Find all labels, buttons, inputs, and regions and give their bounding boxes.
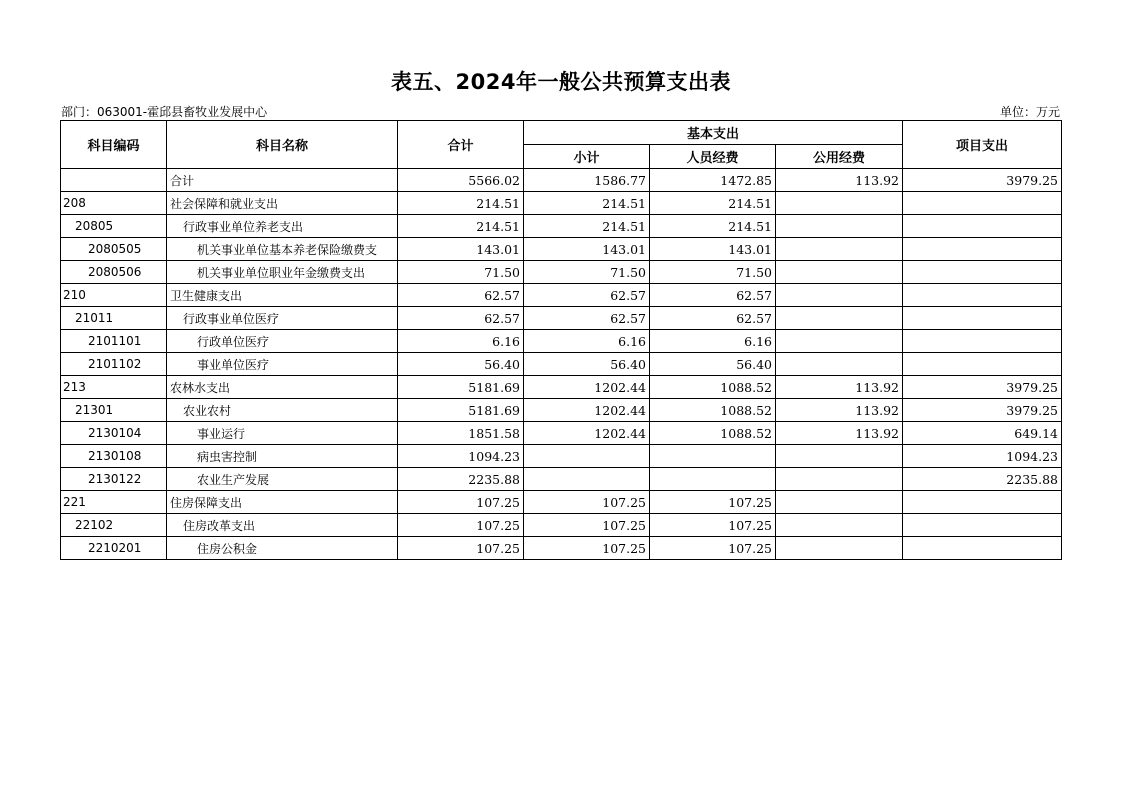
cell-name: 社会保障和就业支出: [167, 192, 398, 215]
cell-project: [903, 215, 1062, 238]
cell-subtotal: 62.57: [524, 307, 650, 330]
cell-subtotal: 214.51: [524, 192, 650, 215]
cell-name: 行政事业单位医疗: [167, 307, 398, 330]
cell-personnel: 214.51: [650, 192, 776, 215]
cell-code: 2130122: [61, 468, 167, 491]
cell-personnel: 214.51: [650, 215, 776, 238]
cell-public: 113.92: [776, 399, 903, 422]
cell-name: 卫生健康支出: [167, 284, 398, 307]
cell-public: [776, 537, 903, 560]
table-row: [61, 376, 1062, 399]
cell-project: [903, 514, 1062, 537]
cell-project: [903, 284, 1062, 307]
header-subtotal: 小计: [524, 145, 650, 169]
cell-project: [903, 491, 1062, 514]
cell-subtotal: 107.25: [524, 537, 650, 560]
cell-total: 71.50: [398, 261, 524, 284]
table-row: [61, 261, 1062, 284]
table-row: [61, 238, 1062, 261]
header-total: 合计: [398, 121, 524, 169]
cell-personnel: 62.57: [650, 284, 776, 307]
header-public: 公用经费: [776, 145, 903, 169]
cell-total: 214.51: [398, 192, 524, 215]
cell-personnel: 1472.85: [650, 169, 776, 192]
cell-public: [776, 514, 903, 537]
cell-public: [776, 261, 903, 284]
unit-label: 单位：万元: [999, 105, 1060, 119]
budget-table: [60, 120, 1062, 560]
cell-name: 行政单位医疗: [167, 330, 398, 353]
cell-code: 22102: [61, 514, 167, 537]
cell-code: 2101101: [61, 330, 167, 353]
cell-public: [776, 353, 903, 376]
table-row: [61, 284, 1062, 307]
cell-public: 113.92: [776, 169, 903, 192]
table-row: [61, 353, 1062, 376]
table-row: [61, 215, 1062, 238]
cell-code: 221: [61, 491, 167, 514]
cell-project: [903, 261, 1062, 284]
header-name: 科目名称: [167, 121, 398, 169]
cell-code: 2210201: [61, 537, 167, 560]
cell-project: 3979.25: [903, 169, 1062, 192]
table-row: [61, 468, 1062, 491]
cell-personnel: 107.25: [650, 537, 776, 560]
cell-code: 2080505: [61, 238, 167, 261]
cell-code: 21301: [61, 399, 167, 422]
cell-total: 62.57: [398, 284, 524, 307]
cell-subtotal: 56.40: [524, 353, 650, 376]
cell-personnel: 143.01: [650, 238, 776, 261]
cell-project: 3979.25: [903, 399, 1062, 422]
cell-personnel: 62.57: [650, 307, 776, 330]
cell-personnel: [650, 445, 776, 468]
header-code: 科目编码: [61, 121, 167, 169]
cell-total: 62.57: [398, 307, 524, 330]
cell-name: 机关事业单位职业年金缴费支出: [167, 261, 398, 284]
header-personnel: 人员经费: [650, 145, 776, 169]
cell-project: 649.14: [903, 422, 1062, 445]
cell-total: 214.51: [398, 215, 524, 238]
cell-public: [776, 468, 903, 491]
cell-name: 住房公积金: [167, 537, 398, 560]
cell-total: 143.01: [398, 238, 524, 261]
cell-personnel: 56.40: [650, 353, 776, 376]
table-row: [61, 445, 1062, 468]
table-row: [61, 307, 1062, 330]
cell-total: 1094.23: [398, 445, 524, 468]
cell-name: 病虫害控制: [167, 445, 398, 468]
cell-personnel: 71.50: [650, 261, 776, 284]
cell-name: 住房改革支出: [167, 514, 398, 537]
cell-subtotal: [524, 468, 650, 491]
cell-total: 107.25: [398, 537, 524, 560]
cell-personnel: 6.16: [650, 330, 776, 353]
cell-total: 6.16: [398, 330, 524, 353]
cell-code: 213: [61, 376, 167, 399]
cell-code: 2080506: [61, 261, 167, 284]
cell-subtotal: 71.50: [524, 261, 650, 284]
cell-public: [776, 192, 903, 215]
cell-code: 2130108: [61, 445, 167, 468]
cell-name: 农业农村: [167, 399, 398, 422]
cell-subtotal: 1586.77: [524, 169, 650, 192]
cell-subtotal: 107.25: [524, 491, 650, 514]
cell-subtotal: 6.16: [524, 330, 650, 353]
cell-code: 208: [61, 192, 167, 215]
table-row: [61, 491, 1062, 514]
cell-code: [61, 169, 167, 192]
table-row: [61, 192, 1062, 215]
header-basic: 基本支出: [524, 121, 903, 145]
table-row: [61, 514, 1062, 537]
table-row: [61, 399, 1062, 422]
cell-project: [903, 307, 1062, 330]
cell-total: 2235.88: [398, 468, 524, 491]
cell-total: 5181.69: [398, 376, 524, 399]
cell-name: 行政事业单位养老支出: [167, 215, 398, 238]
cell-public: [776, 330, 903, 353]
cell-project: [903, 330, 1062, 353]
department-label: 部门：063001-霍邱县畜牧业发展中心: [61, 105, 268, 119]
cell-total: 5566.02: [398, 169, 524, 192]
table-header: [61, 121, 1062, 169]
cell-public: [776, 215, 903, 238]
cell-personnel: 1088.52: [650, 399, 776, 422]
cell-name: 事业单位医疗: [167, 353, 398, 376]
cell-name: 合计: [167, 169, 398, 192]
cell-code: 20805: [61, 215, 167, 238]
cell-subtotal: 1202.44: [524, 376, 650, 399]
cell-total: 5181.69: [398, 399, 524, 422]
cell-name: 农业生产发展: [167, 468, 398, 491]
cell-public: 113.92: [776, 422, 903, 445]
table-row: [61, 330, 1062, 353]
cell-subtotal: 214.51: [524, 215, 650, 238]
cell-subtotal: 62.57: [524, 284, 650, 307]
cell-personnel: 1088.52: [650, 422, 776, 445]
cell-subtotal: 1202.44: [524, 399, 650, 422]
cell-code: 21011: [61, 307, 167, 330]
cell-public: [776, 445, 903, 468]
page-title: 表五、2024年一般公共预算支出表: [391, 70, 731, 94]
cell-name: 住房保障支出: [167, 491, 398, 514]
cell-name: 农林水支出: [167, 376, 398, 399]
cell-code: 210: [61, 284, 167, 307]
cell-project: 1094.23: [903, 445, 1062, 468]
cell-personnel: [650, 468, 776, 491]
cell-subtotal: 143.01: [524, 238, 650, 261]
cell-project: [903, 353, 1062, 376]
cell-public: [776, 284, 903, 307]
cell-project: [903, 537, 1062, 560]
table-row: [61, 169, 1062, 192]
table-row: [61, 537, 1062, 560]
cell-personnel: 107.25: [650, 491, 776, 514]
header-project: 项目支出: [903, 121, 1062, 169]
cell-public: [776, 307, 903, 330]
cell-project: 3979.25: [903, 376, 1062, 399]
cell-project: [903, 192, 1062, 215]
cell-public: [776, 238, 903, 261]
cell-public: 113.92: [776, 376, 903, 399]
cell-total: 107.25: [398, 514, 524, 537]
cell-code: 2130104: [61, 422, 167, 445]
cell-project: [903, 238, 1062, 261]
cell-personnel: 107.25: [650, 514, 776, 537]
table-row: [61, 422, 1062, 445]
cell-total: 107.25: [398, 491, 524, 514]
cell-code: 2101102: [61, 353, 167, 376]
cell-total: 56.40: [398, 353, 524, 376]
cell-public: [776, 491, 903, 514]
cell-subtotal: 107.25: [524, 514, 650, 537]
cell-subtotal: [524, 445, 650, 468]
cell-name: 事业运行: [167, 422, 398, 445]
cell-project: 2235.88: [903, 468, 1062, 491]
cell-total: 1851.58: [398, 422, 524, 445]
cell-subtotal: 1202.44: [524, 422, 650, 445]
cell-name: 机关事业单位基本养老保险缴费支: [167, 238, 398, 261]
table-body: [61, 169, 1062, 560]
cell-personnel: 1088.52: [650, 376, 776, 399]
